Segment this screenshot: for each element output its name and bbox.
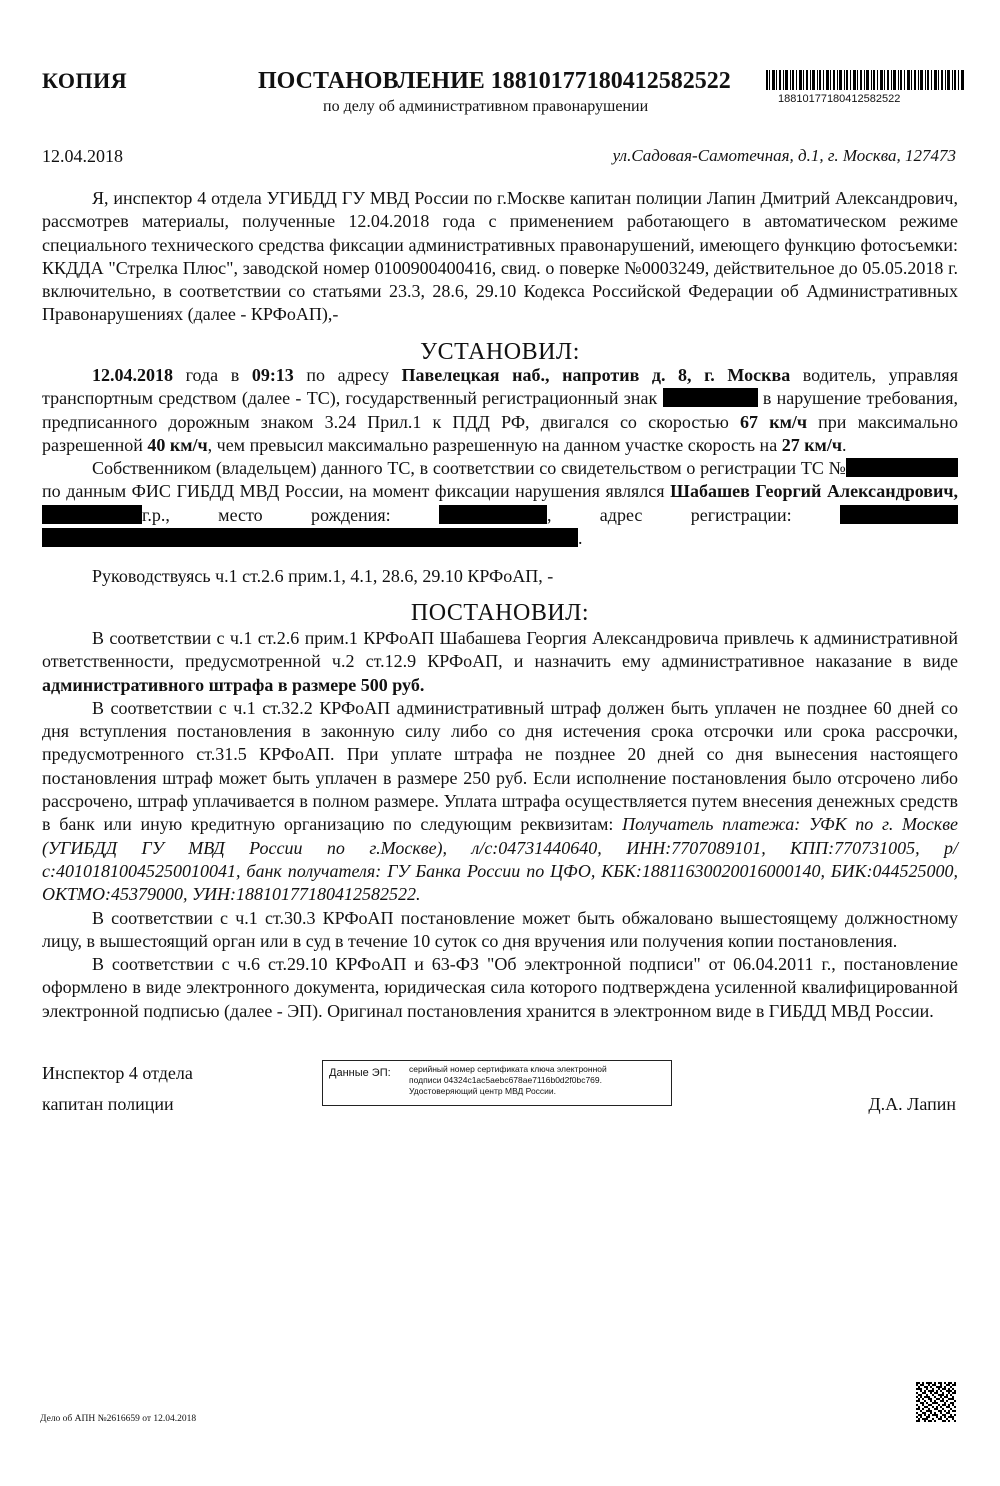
- text-fragment: В соответствии с ч.1 ст.32.2 КРФоАП административный штраф должен быть уплачен не позднее 60 дней со дня вступления постановления в законную силу либо со дня истечения срока отсрочки или срока рассрочки, предусмотренного ст.31.5 КРФоАП. При уплате штрафа не позднее 20 дней со дня вынесения настоящего постановления штраф может быть уплачен в размере 250 руб. Если исполнение постановления было отсрочено либо рассрочено, штраф уплачивается в полном размере. Уплата штрафа осуществляется путем внесения денежных средств в банк или иную кредитную организацию по следующим реквизитам:: [42, 697, 958, 835]
- text-fragment: , адрес регистрации:: [546, 504, 840, 525]
- violation-date: 12.04.2018: [92, 365, 173, 385]
- ep-line: подписи 04324c1ac5aebc678ae7116b0d2f0bc769.: [409, 1075, 602, 1085]
- ep-label: Данные ЭП:: [329, 1067, 391, 1079]
- speed-excess: 27 км/ч: [781, 434, 842, 455]
- electronic-signature-box: [322, 1060, 672, 1106]
- document-subtitle: по делу об административном правонарушении: [323, 98, 649, 115]
- signer-name: Д.А. Лапин: [868, 1094, 956, 1114]
- speed-value: 67 км/ч: [740, 411, 807, 432]
- document-address: ул.Садовая-Самотечная, д.1, г. Москва, 127473: [612, 146, 956, 165]
- barcode-icon: [766, 70, 964, 90]
- text-fragment: Собственником (владельцем) данного ТС, в соответствии со свидетельством о регистрации ТС №: [92, 458, 846, 479]
- qr-code-icon: [916, 1382, 956, 1422]
- text-fragment: г.р., место рождения:: [142, 504, 439, 525]
- established-paragraph-2: [42, 457, 958, 550]
- established-section: [42, 364, 958, 550]
- redacted-registration: [846, 458, 958, 477]
- document-date: 12.04.2018: [42, 146, 123, 166]
- ep-details: [409, 1064, 607, 1097]
- violation-place: Павелецкая наб., напротив д. 8, г. Москва: [401, 365, 791, 385]
- speed-limit: 40 км/ч: [147, 434, 208, 455]
- copy-mark: КОПИЯ: [42, 68, 128, 93]
- redacted-address-part2: [42, 528, 578, 547]
- signer-position: Инспектор 4 отдела: [42, 1063, 193, 1083]
- text-fragment: года в: [173, 365, 252, 385]
- guided-by-paragraph: Руководствуясь ч.1 ст.2.6 прим.1, 4.1, 28.6, 29.10 КРФоАП, -: [92, 566, 554, 586]
- text-fragment: при максимально разрешенной: [42, 411, 958, 455]
- resolved-paragraph-1: [42, 627, 958, 697]
- resolved-paragraph-3: В соответствии с ч.1 ст.30.3 КРФоАП постановление может быть обжаловано вышестоящему должностному лицу, в вышестоящий орган или в суд в течение 10 суток со дня вручения или получения копии постановления.: [42, 907, 958, 951]
- redacted-plate: [663, 388, 758, 407]
- violation-time: 09:13: [251, 365, 294, 385]
- signer-rank: капитан полиции: [42, 1094, 174, 1114]
- ep-line: серийный номер сертификата ключа электронной: [409, 1064, 607, 1074]
- document-title: ПОСТАНОВЛЕНИЕ 18810177180412582522: [258, 68, 731, 94]
- heading-resolved: ПОСТАНОВИЛ:: [410, 600, 590, 626]
- text-fragment: , чем превысил максимально разрешенную на данном участке скорость на: [207, 434, 782, 455]
- redacted-birthplace: [439, 505, 547, 524]
- ep-line: Удостоверяющий центр МВД России.: [409, 1086, 557, 1096]
- redacted-address-part1: [840, 505, 958, 524]
- text-fragment: В соответствии с ч.1 ст.2.6 прим.1 КРФоАП Шабашева Георгия Александровича привлечь к административной ответственности, предусмотренной ч.2 ст.12.9 КРФоАП, и назначить ему административное наказание в виде: [42, 628, 958, 672]
- resolved-paragraph-4: В соответствии с ч.6 ст.29.10 КРФоАП и 63-ФЗ "Об электронной подписи" от 06.04.2011 г., постановление оформлено в виде электронного документа, юридическая сила которого подтверждена усиленной квалифицированной электронной подписью (далее - ЭП). Оригинал постановления хранится в электронном виде в ГИБДД МВД России.: [42, 954, 958, 1021]
- text-fragment: .: [578, 528, 583, 549]
- redacted-birthdate: [42, 505, 142, 524]
- resolved-section: [42, 627, 958, 1023]
- owner-name: Шабашев Георгий Александрович,: [670, 481, 958, 502]
- barcode-number: 18810177180412582522: [778, 93, 901, 105]
- payment-details: Получатель платежа: УФК по г. Москве (УГИБДД ГУ МВД России по г.Москве), л/с:04731440640, ИНН:7707089101, КПП:770731005, р/с:40101810045250010041, банк получателя: ГУ Банка России по ЦФО, КБК:18811630020016000140, БИК:044525000, ОКТМО:45379000, УИН:18810177180412582522.: [42, 814, 958, 905]
- text-fragment: по адресу: [293, 365, 402, 385]
- heading-established: УСТАНОВИЛ:: [420, 339, 580, 365]
- text-fragment: в нарушение требования, предписанного дорожным знаком 3.24 Прил.1 к ПДД РФ, двигался со скоростью: [42, 388, 958, 432]
- text-fragment: по данным ФИС ГИБДД МВД России, на момент фиксации нарушения являлся: [42, 481, 671, 502]
- case-reference: Дело об АПН №2616659 от 12.04.2018: [40, 1414, 197, 1424]
- text-fragment: водитель, управляя транспортным средством (далее - ТС), государственный регистрационный знак: [42, 365, 958, 409]
- intro-section: [42, 187, 958, 327]
- guided-section: [42, 565, 958, 588]
- text-fragment: .: [841, 434, 847, 455]
- intro-paragraph: Я, инспектор 4 отдела УГИБДД ГУ МВД России по г.Москве капитан полиции Лапин Дмитрий Александрович, рассмотрев материалы, полученные 12.04.2018 года с применением работающего в автоматическом режиме специального технического средства фиксации административных правонарушений, имеющего функцию фотосъемки: ККДДА "Стрелка Плюс", заводской номер 0100900400416, свид. о поверке №0003249, действительное до 05.05.2018 г. включительно, в соответствии со статьями 23.3, 28.6, 29.10 Кодекса Российской Федерации об Административных Правонарушениях (далее - КРФоАП),-: [42, 188, 958, 325]
- resolved-paragraph-2: [42, 697, 958, 907]
- fine-amount: административного штрафа в размере 500 руб.: [42, 674, 425, 695]
- established-paragraph-1: [42, 364, 958, 457]
